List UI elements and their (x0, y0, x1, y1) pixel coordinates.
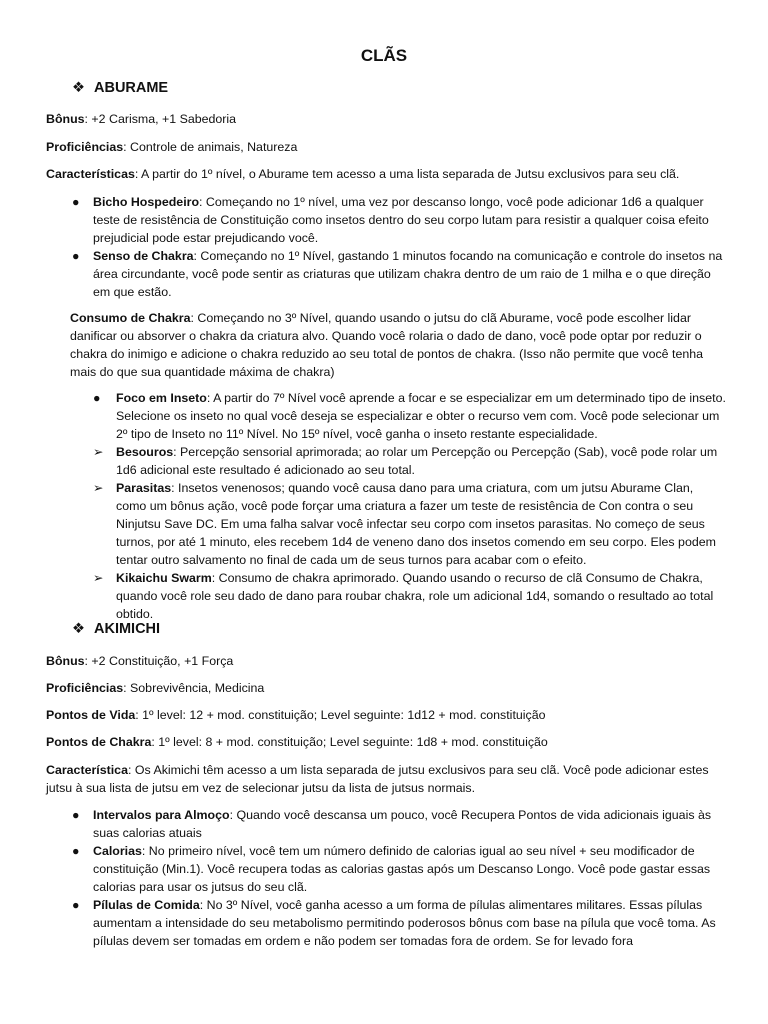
list-item: ● Senso de Chakra: Começando no 1º Nível, gastando 1 minutos focando na comunicação e controle do insetos na área circundante, você pode sentir as criaturas que utilizam chakra dentro de um raio de 1 milha e o que direção em que estão. (72, 249, 723, 299)
list-item: ➢ Kikaichu Swarm: Consumo de chakra aprimorado. Quando usando o recurso de clã Consumo de Chakra, quando você role seu dado de dano para roubar chakra, role um adicional 1d4, somando o resultado ao total obtido. (93, 571, 714, 621)
list-item: ● Foco em Inseto: A partir do 7º Nível você aprende a focar e se especializar em um determinado tipo de inseto. Selecione os inseto no qual você deseja se especializar e obter o recurso vem com. Você pode selecionar um 2º tipo de Inseto no 11º Nível. No 15º nível, você ganha o inseto restante especialidade. (93, 391, 726, 441)
diamond-bullet-icon: ❖ (72, 621, 85, 637)
akimichi-bonus: Bônus: +2 Constituição, +1 Força (46, 654, 234, 668)
list-item: ➢ Besouros: Percepção sensorial aprimorada; ao rolar um Percepção ou Percepção (Sab), você pode rolar um 1d6 adicional este resultado é adicionado ao seu total. (93, 445, 718, 477)
list-item: ● Intervalos para Almoço: Quando você descansa um pouco, você Recupera Pontos de vida adicionais iguais às suas calorias atuais (72, 808, 712, 840)
bullet-dot-icon: ● (72, 898, 80, 912)
list-item: ● Calorias: No primeiro nível, você tem um número definido de calorias igual ao seu nível + seu modificador de constituição (Min.1). Você recupera todas as calorias gastas após um Descanso Longo. Você pode gastar essas calorias para usar os jutsus do seu clã. (72, 844, 711, 894)
bullet-dot-icon: ● (93, 391, 101, 405)
aburame-proficiencias: Proficiências: Controle de animais, Natureza (46, 140, 298, 154)
page-title: CLÃS (360, 46, 408, 65)
bullet-dot-icon: ● (72, 249, 80, 263)
aburame-bonus: Bônus: +2 Carisma, +1 Sabedoria (46, 112, 237, 126)
bullet-dot-icon: ● (72, 808, 80, 822)
akimichi-pontos-de-vida: Pontos de Vida: 1º level: 12 + mod. constituição; Level seguinte: 1d12 + mod. constituição (46, 708, 546, 722)
bullet-dot-icon: ● (72, 844, 80, 858)
list-item: ➢ Parasitas: Insetos venenosos; quando você causa dano para uma criatura, com um jutsu Aburame Clan, como um bônus ação, você pode forçar uma criatura a fazer um teste de resistência de Con contra o seu Ninjutsu Save DC. Em uma falha salvar você infectar seu corpo com insetos parasitas. No começo de seus turnos, por até 1 minuto, eles recebem 1d4 de veneno dano dos insetos comendo em seu corpo. Eles podem tentar outro salvamento no final de cada um de seus turnos para acabar com o efeito. (93, 481, 716, 567)
section-heading-akimichi: ❖ AKIMICHI (72, 621, 161, 637)
section-heading-aburame: ❖ ABURAME (72, 80, 169, 96)
list-item: ● Bicho Hospedeiro: Começando no 1º nível, uma vez por descanso longo, você pode adicionar 1d6 a qualquer teste de resistência de Constituição como insetos dentro do seu corpo lutam para resistir a qualquer coisa efeito prejudicial pode estar prejudicando você. (72, 195, 709, 245)
arrow-bullet-icon: ➢ (93, 481, 104, 495)
akimichi-caracteristica: Característica: Os Akimichi têm acesso a um lista separada de jutsu exclusivos para seu clã. Você pode adicionar estes jutsu à sua lista de jutsu em vez de selecionar jutsu da lista de jutsus normais. (46, 763, 709, 795)
arrow-bullet-icon: ➢ (93, 445, 104, 459)
aburame-caracteristicas: Características: A partir do 1º nível, o Aburame tem acesso a uma lista separada de Jutsu exclusivos para seu clã. (46, 167, 680, 181)
diamond-bullet-icon: ❖ (72, 80, 85, 96)
akimichi-bullet-list (70, 806, 726, 950)
arrow-bullet-icon: ➢ (93, 571, 104, 585)
aburame-foco-list (93, 389, 726, 623)
aburame-bullet-list (70, 193, 726, 301)
list-item: ● Pílulas de Comida: No 3º Nível, você ganha acesso a um forma de pílulas alimentares militares. Essas pílulas aumentam a intensidade do seu metabolismo permitindo poderosos bônus com base na pílula que você toma. As pílulas devem ser tomadas em ordem e não podem ser tomadas fora de ordem. Se for levado fora (72, 898, 716, 948)
aburame-consumo-de-chakra: Consumo de Chakra: Começando no 3º Nível, quando usando o jutsu do clã Aburame, você pode escolher lidar danificar ou absorver o chakra da criatura alvo. Quando você rolaria o dado de dano, você pode optar por reduzir o chakra do inimigo e adicione o chakra reduzido ao seu total de pontos de chakra. (Isso não permite que você tenha mais do que sua quantidade máxima de chakra) (70, 311, 704, 379)
bullet-dot-icon: ● (72, 195, 80, 209)
akimichi-pontos-de-chakra: Pontos de Chakra: 1º level: 8 + mod. constituição; Level seguinte: 1d8 + mod. constituição (46, 735, 548, 749)
akimichi-proficiencias: Proficiências: Sobrevivência, Medicina (46, 681, 265, 695)
